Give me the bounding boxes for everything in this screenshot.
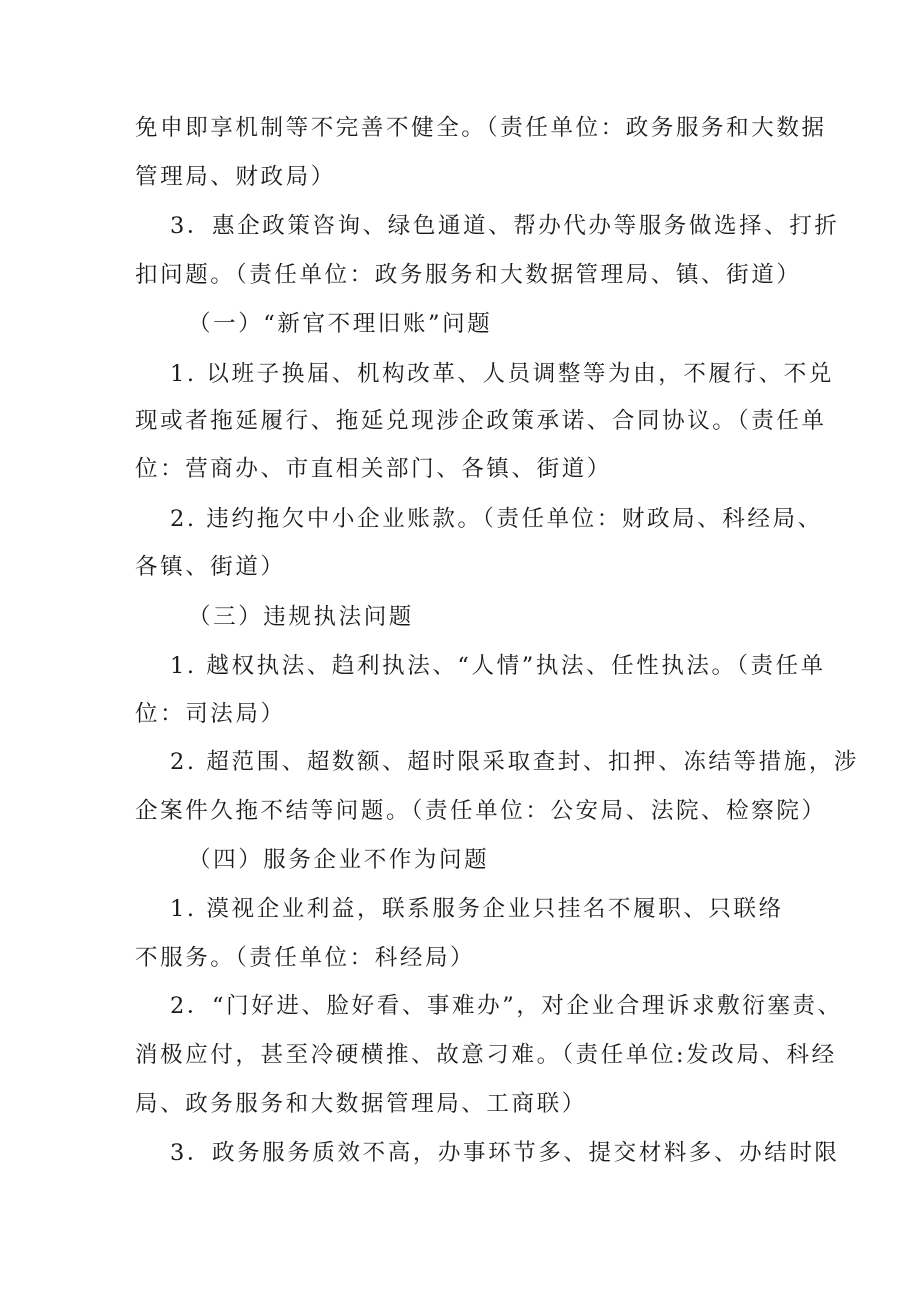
text-line: 2．“门好进、脸好看、事难办”，对企业合理诉求敷衍塞责、: [170, 993, 843, 1019]
text-line: 管理局、财政局）: [135, 164, 336, 190]
text-line: 位：营商办、市直相关部门、各镇、街道）: [135, 456, 612, 482]
text-line: 2. 违约拖欠中小企业账款。（责任单位：财政局、科经局、: [170, 506, 823, 532]
text-line: 2. 超范围、超数额、超时限采取查封、扣押、冻结等措施，涉: [170, 749, 860, 775]
text-line: 1. 越权执法、趋利执法、“人情”执法、任性执法。（责任单: [170, 653, 826, 679]
text-line: 各镇、街道）: [135, 554, 286, 580]
section-heading: （三）违规执法问题: [188, 604, 414, 630]
text-line: 扣问题。（责任单位：政务服务和大数据管理局、镇、街道）: [135, 262, 802, 288]
text-line: 消极应付，甚至冷硬横推、故意刁难。（责任单位:发改局、科经: [135, 1042, 837, 1068]
text-line: 免申即享机制等不完善不健全。（责任单位：政务服务和大数据: [135, 115, 827, 141]
text-line: 1. 漠视企业利益，联系服务企业只挂名不履职、只联络: [170, 896, 784, 922]
text-line: 现或者拖延履行、拖延兑现涉企政策承诺、合同协议。（责任单: [135, 408, 827, 434]
text-line: 3．政务服务质效不高，办事环节多、提交材料多、办结时限: [170, 1140, 840, 1166]
text-line: 位：司法局）: [135, 701, 286, 727]
text-line: 1. 以班子换届、机构改革、人员调整等为由，不履行、不兑: [170, 361, 834, 387]
text-line: 局、政务服务和大数据管理局、工商联）: [135, 1091, 587, 1117]
text-line: 3．惠企政策咨询、绿色通道、帮办代办等服务做选择、打折: [170, 213, 840, 239]
section-heading: （四）服务企业不作为问题: [188, 847, 490, 873]
section-heading: （一）“新官不理旧账”问题: [188, 311, 493, 337]
text-line: 不服务。（责任单位：科经局）: [135, 945, 476, 971]
text-line: 企案件久拖不结等问题。（责任单位：公安局、法院、检察院）: [135, 798, 827, 824]
